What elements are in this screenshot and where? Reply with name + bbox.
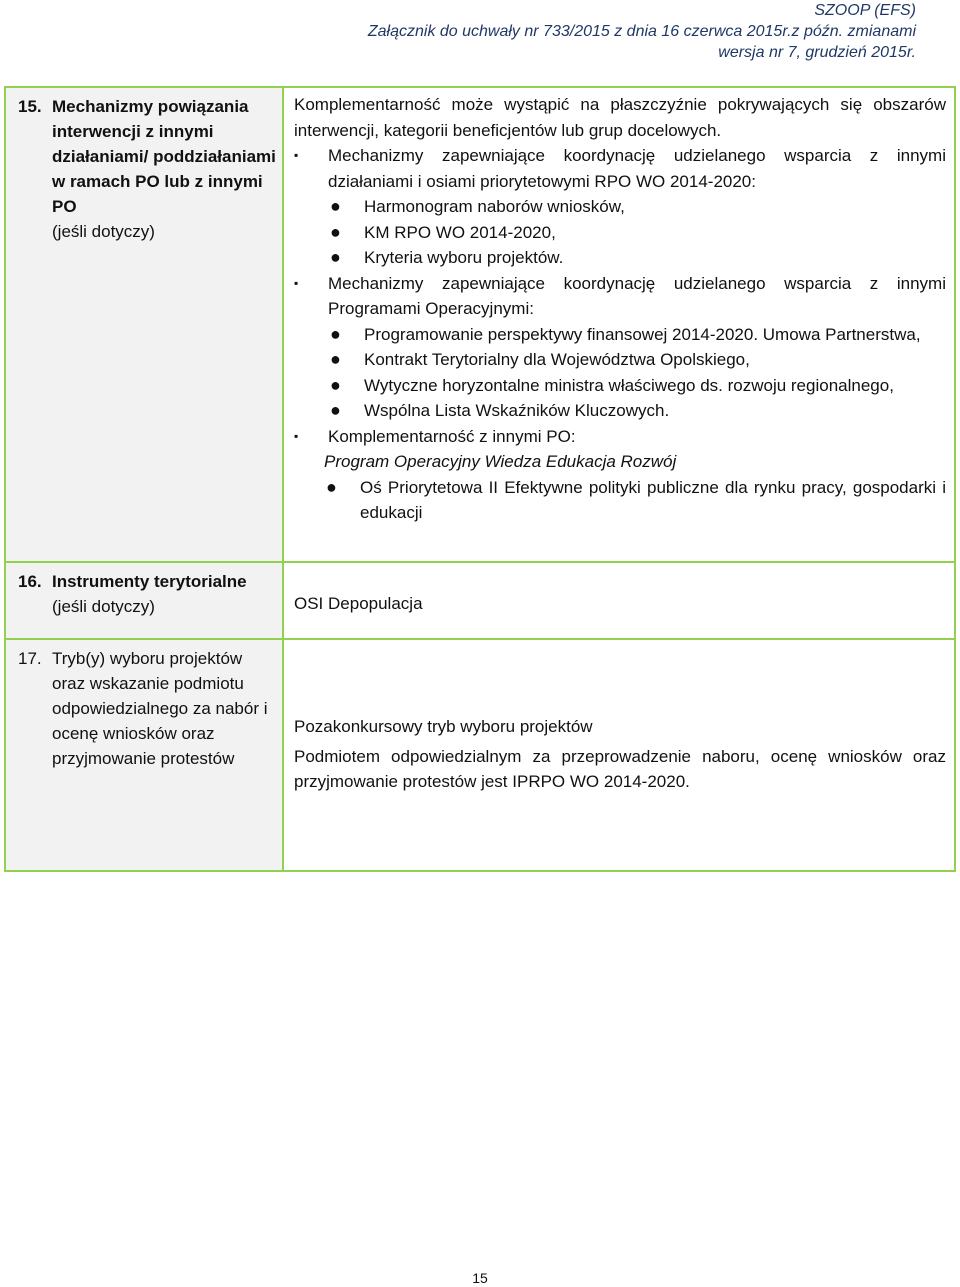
- row-17: [5, 639, 955, 871]
- list-item-text: KM RPO WO 2014-2020,: [364, 222, 556, 242]
- header-line-3: wersja nr 7, grudzień 2015r.: [718, 44, 916, 61]
- row-15-label: Mechanizmy powiązania interwencji z innymi działaniami/ poddziałaniami w ramach PO lub z innymi PO: [52, 97, 276, 216]
- row-15-note: (jeśli dotyczy): [52, 222, 155, 241]
- list-item: [328, 373, 946, 399]
- dot-bullet-icon: ●: [330, 196, 341, 216]
- list-item: [328, 347, 946, 373]
- row-17-content-2: Podmiotem odpowiedzialnym za przeprowadzenie naboru, ocenę wniosków oraz przyjmowanie protestów jest IPRPO WO 2014-2020.: [294, 746, 946, 791]
- list-item: [328, 398, 946, 424]
- dot-bullet-icon: ●: [326, 476, 337, 497]
- row-16-note: (jeśli dotyczy): [52, 597, 155, 616]
- row-15: [5, 87, 955, 562]
- header-line-2: Załącznik do uchwały nr 733/2015 z dnia 16 czerwca 2015r.z późn. zmianami: [367, 23, 916, 40]
- list-item-text: Programowanie perspektywy finansowej 2014-2020. Umowa Partnerstwa,: [364, 324, 921, 344]
- bullet-3-text: Komplementarność z innymi PO:: [328, 426, 576, 446]
- page-number: 15: [472, 1270, 488, 1286]
- row-17-content-cell: [283, 639, 955, 871]
- row-15-intro: Komplementarność może wystąpić na płaszczyźnie pokrywających się obszarów interwencji, kategorii beneficjentów lub grup docelowych.: [294, 95, 946, 140]
- row-17-label: Tryb(y) wyboru projektów oraz wskazanie podmiotu odpowiedzialnego za nabór i ocenę wniosków oraz przyjmowanie protestów: [52, 649, 268, 768]
- dot-bullet-icon: ●: [330, 247, 341, 267]
- row-16-label: Instrumenty terytorialne: [52, 572, 247, 591]
- list-item-text: Harmonogram naborów wniosków,: [364, 197, 625, 216]
- bullet-3: [294, 424, 946, 450]
- square-bullet-icon: ▪: [294, 148, 299, 162]
- bullet-1: [294, 143, 946, 194]
- list-item-text: Kryteria wyboru projektów.: [364, 248, 564, 267]
- square-bullet-icon: ▪: [294, 428, 299, 443]
- list-item: [328, 322, 946, 348]
- list-item: [324, 475, 946, 526]
- bullet-2: [294, 271, 946, 322]
- square-bullet-icon: ▪: [294, 275, 299, 290]
- row-16-label-cell: [5, 562, 283, 639]
- dot-bullet-icon: ●: [330, 374, 341, 395]
- list-item: [328, 194, 946, 220]
- row-16-content: OSI Depopulacja: [294, 594, 423, 613]
- list-item: [328, 245, 946, 271]
- row-17-content-1: Pozakonkursowy tryb wyboru projektów: [294, 717, 593, 736]
- row-17-number: 17.: [18, 649, 42, 668]
- list-item-text: Kontrakt Terytorialny dla Województwa Opolskiego,: [364, 350, 750, 369]
- dot-bullet-icon: ●: [330, 221, 341, 242]
- dot-bullet-icon: ●: [330, 349, 341, 369]
- row-16: [5, 562, 955, 639]
- row-16-content-cell: [283, 562, 955, 639]
- program-name: Program Operacyjny Wiedza Edukacja Rozwój: [324, 452, 677, 471]
- description-table: [4, 86, 956, 872]
- list-item-text: Wspólna Lista Wskaźników Kluczowych.: [364, 401, 670, 420]
- row-16-number: 16.: [18, 572, 42, 591]
- dot-bullet-icon: ●: [330, 400, 341, 420]
- row-15-label-cell: [5, 87, 283, 562]
- row-15-number: 15.: [18, 97, 42, 116]
- document-header: [368, 0, 916, 63]
- row-15-content-cell: [283, 87, 955, 562]
- bullet-2-text: Mechanizmy zapewniające koordynację udzielanego wsparcia z innymi Programami Operacyjnymi:: [328, 273, 946, 318]
- dot-bullet-icon: ●: [330, 323, 341, 344]
- row-17-label-cell: [5, 639, 283, 871]
- list-item: [328, 220, 946, 246]
- bullet-1-text: Mechanizmy zapewniające koordynację udzielanego wsparcia z innymi działaniami i osiami priorytetowymi RPO WO 2014-2020:: [328, 146, 946, 191]
- header-line-1: SZOOP (EFS): [814, 2, 916, 19]
- list-item-text: Wytyczne horyzontalne ministra właściwego ds. rozwoju regionalnego,: [364, 375, 894, 395]
- list-item-text: Oś Priorytetowa II Efektywne polityki publiczne dla rynku pracy, gospodarki i edukacji: [360, 477, 946, 522]
